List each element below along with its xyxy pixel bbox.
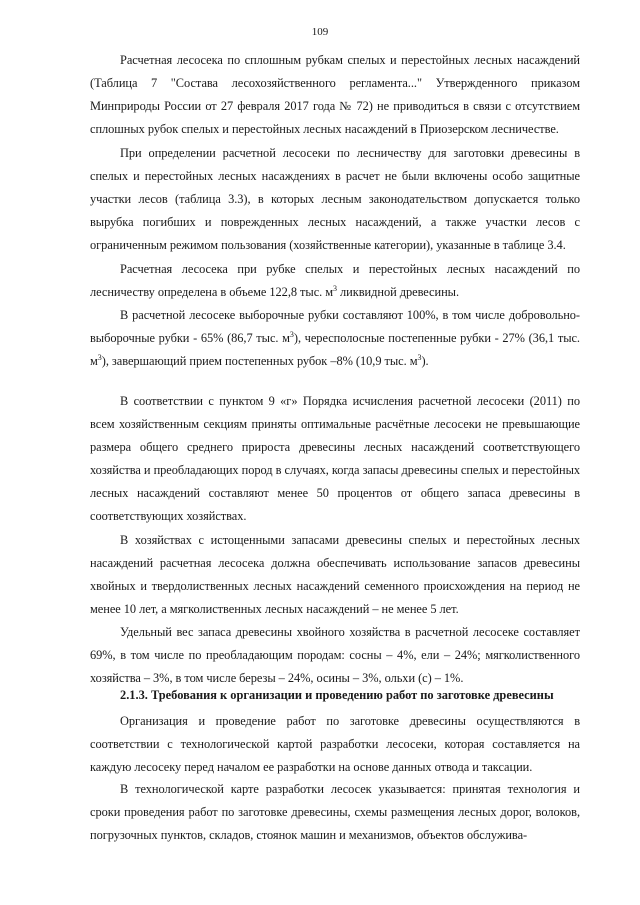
paragraph-selective-cuttings: В расчетной лесосеке выборочные рубки составляют 100%, в том числе добровольно-выборочные рубки - 65% (86,7 тыс. $м^3$), чересполосные постепенные рубки - 27% (36,1 тыс. $м^3$), завершающий прием постепенных рубок –8% (10,9 тыс. $м^3$).	[90, 308, 580, 369]
paragraph-calculation-procedure: В соответствии с пунктом 9 «г» Порядка исчисления расчетной лесосеки (2011) по всем хозяйственным секциям приняты оптимальные расчётные лесосеки не превышающие размера общего среднего прироста древесины лесных насаждений соответствующего хозяйства и преобладающих пород в случаях, когда запасы древесины спелых и перестойных лесных насаждений составляют менее 50 процентов от общего запаса древесины в соответствующих хозяйствах.	[90, 394, 580, 524]
page-number: 109	[311, 26, 329, 38]
paragraph-species-share: Удельный вес запаса древесины хвойного хозяйства в расчетной лесосеке составляет 69%, в том числе по преобладающим породам: сосны – 4%, ели – 24%; мягколиственного хозяйства – 3%, в том числе березы – 24%, осины – 3%, ольхи (с) – 1%.	[90, 625, 580, 686]
paragraph-allowable-cut-volume: Расчетная лесосека при рубке спелых и перестойных лесных насаждений по лесничеству определена в объеме 122,8 тыс. $м^3$ ликвидной древесины.	[90, 262, 580, 300]
paragraph-allowable-cut-clearcut: Расчетная лесосека по сплошным рубкам спелых и перестойных лесных насаждений (Таблица 7 "Состава лесохозяйственного регламента..." Утвержденного приказом Минприроды России от 27 февраля 2017 года № 72) не приводиться в связи с отсутствием сплошных рубок спелых и перестойных лесных насаждений в Приозерском лесничестве.	[90, 53, 580, 137]
paragraph-depleted-stocks: В хозяйствах с истощенными запасами древесины спелых и перестойных лесных насаждений расчетная лесосека должна обеспечивать использование запасов древесины хвойных и твердолиственных лесных насаждений семенного происхождения на период не менее 10 лет, а мягколиственных лесных насаждений – не менее 5 лет.	[90, 533, 580, 617]
paragraph-work-organization: Организация и проведение работ по заготовке древесины осуществляются в соответствии с технологической картой разработки лесосеки, которая составляется на каждую лесосеку перед началом ее разработки на основе данных отвода и таксации.	[90, 714, 580, 775]
section-heading: 2.1.3. Требования к организации и проведению работ по заготовке древесины	[120, 688, 554, 702]
paragraph-calculation-exclusions: При определении расчетной лесосеки по лесничеству для заготовки древесины в спелых и перестойных лесных насаждениях в расчет не были включены особо защитные участки лесов (таблица 3.3), в которых лесным законодательством допускается только вырубка погибших и поврежденных лесных насаждений, а также участки лесов с ограниченным режимом пользования (хозяйственные категории), указанные в таблице 3.4.	[90, 146, 580, 253]
paragraph-technological-map: В технологической карте разработки лесосек указывается: принятая технология и сроки проведения работ по заготовке древесины, схемы размещения лесных дорог, волоков, погрузочных пунктов, складов, стоянок машин и механизмов, объектов обслужива-	[90, 782, 580, 843]
